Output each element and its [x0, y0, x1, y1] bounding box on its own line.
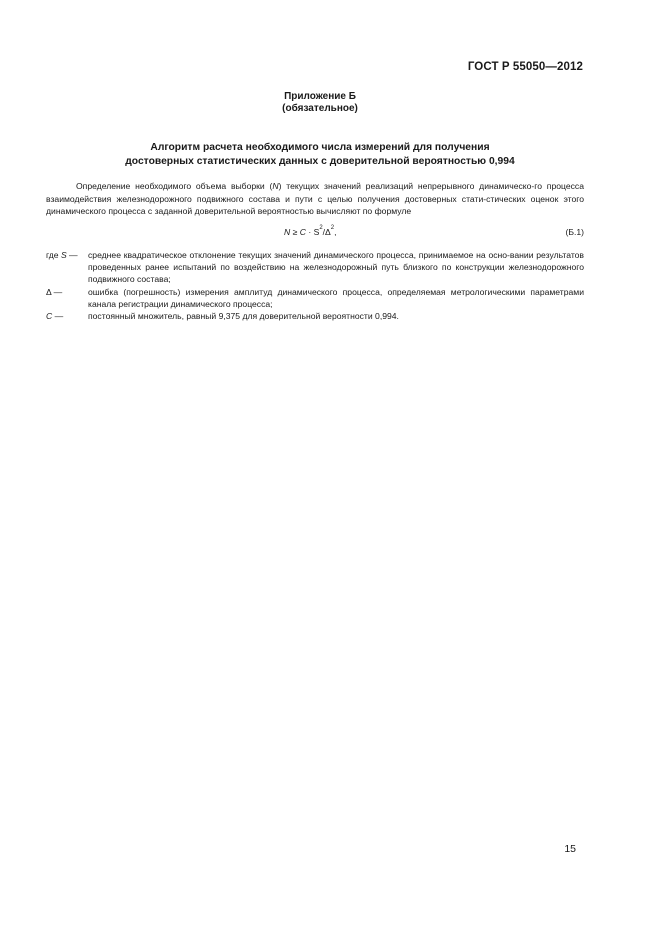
- intro-text-part-1: Определение необходимого объема выборки (: [76, 181, 273, 191]
- appendix-title: [0, 91, 640, 115]
- formula-divider: /Δ: [322, 227, 331, 237]
- definitions-list: [46, 249, 584, 322]
- definition-text: среднее квадратическое отклонение текущих значений динамического процесса, принимаемое на осно-вании результатов проведенных ранее испытаний по воздействию на железнодорожный путь близкого по конструкции железнодорожного подвижного состава;: [88, 250, 584, 285]
- document-code: ГОСТ Р 55050—2012: [467, 61, 583, 73]
- definition-symbol: C: [46, 311, 53, 322]
- intro-paragraph: [46, 180, 584, 218]
- appendix-label: Приложение Б: [284, 91, 356, 102]
- formula-relation: ≥: [290, 227, 300, 237]
- definition-dash: —: [66, 250, 78, 260]
- formula: [284, 227, 337, 237]
- section-heading-line-1: Алгоритм расчета необходимого числа измерений для получения: [150, 142, 490, 153]
- equation-number: (Б.1): [565, 227, 584, 237]
- definition-item: [46, 310, 584, 322]
- page-number: 15: [564, 843, 576, 855]
- definition-item: [46, 286, 584, 310]
- appendix-status: (обязательное): [282, 103, 358, 114]
- definition-item: [46, 249, 584, 286]
- intro-symbol: N: [272, 181, 279, 191]
- formula-exponent-1: 2: [319, 225, 323, 231]
- intro-text-part-2: ) текущих значений реализаций непрерывного динамическо-го процесса взаимодействия железнодорожного подвижного состава и пути с целью получения достоверных стати-стических оценок этого динамического процесса с заданной доверительной вероятностью вычисляют по формуле: [46, 181, 584, 217]
- definition-text: ошибка (погрешность) измерения амплитуд динамического процесса, определяемая метрологическими параметрами канала регистрации динамического процесса;: [88, 286, 584, 309]
- definition-prefix: где: [46, 250, 61, 260]
- section-heading: [0, 141, 640, 168]
- definition-text: постоянный множитель, равный 9,375 для доверительной вероятности 0,994.: [88, 311, 399, 322]
- section-heading-line-2: достоверных статистических данных с доверительной вероятностью 0,994: [125, 155, 515, 167]
- formula-factor: C: [299, 227, 306, 237]
- formula-exponent-2: 2: [330, 225, 335, 231]
- definition-symbol: S: [60, 250, 67, 260]
- formula-end: ,: [334, 227, 337, 237]
- formula-dot: · S: [305, 227, 320, 237]
- definition-dash: —: [52, 311, 64, 322]
- formula-lhs: N: [284, 227, 291, 237]
- definition-symbol: Δ: [46, 286, 52, 297]
- formula-row: [46, 227, 584, 241]
- definition-dash: —: [51, 286, 63, 297]
